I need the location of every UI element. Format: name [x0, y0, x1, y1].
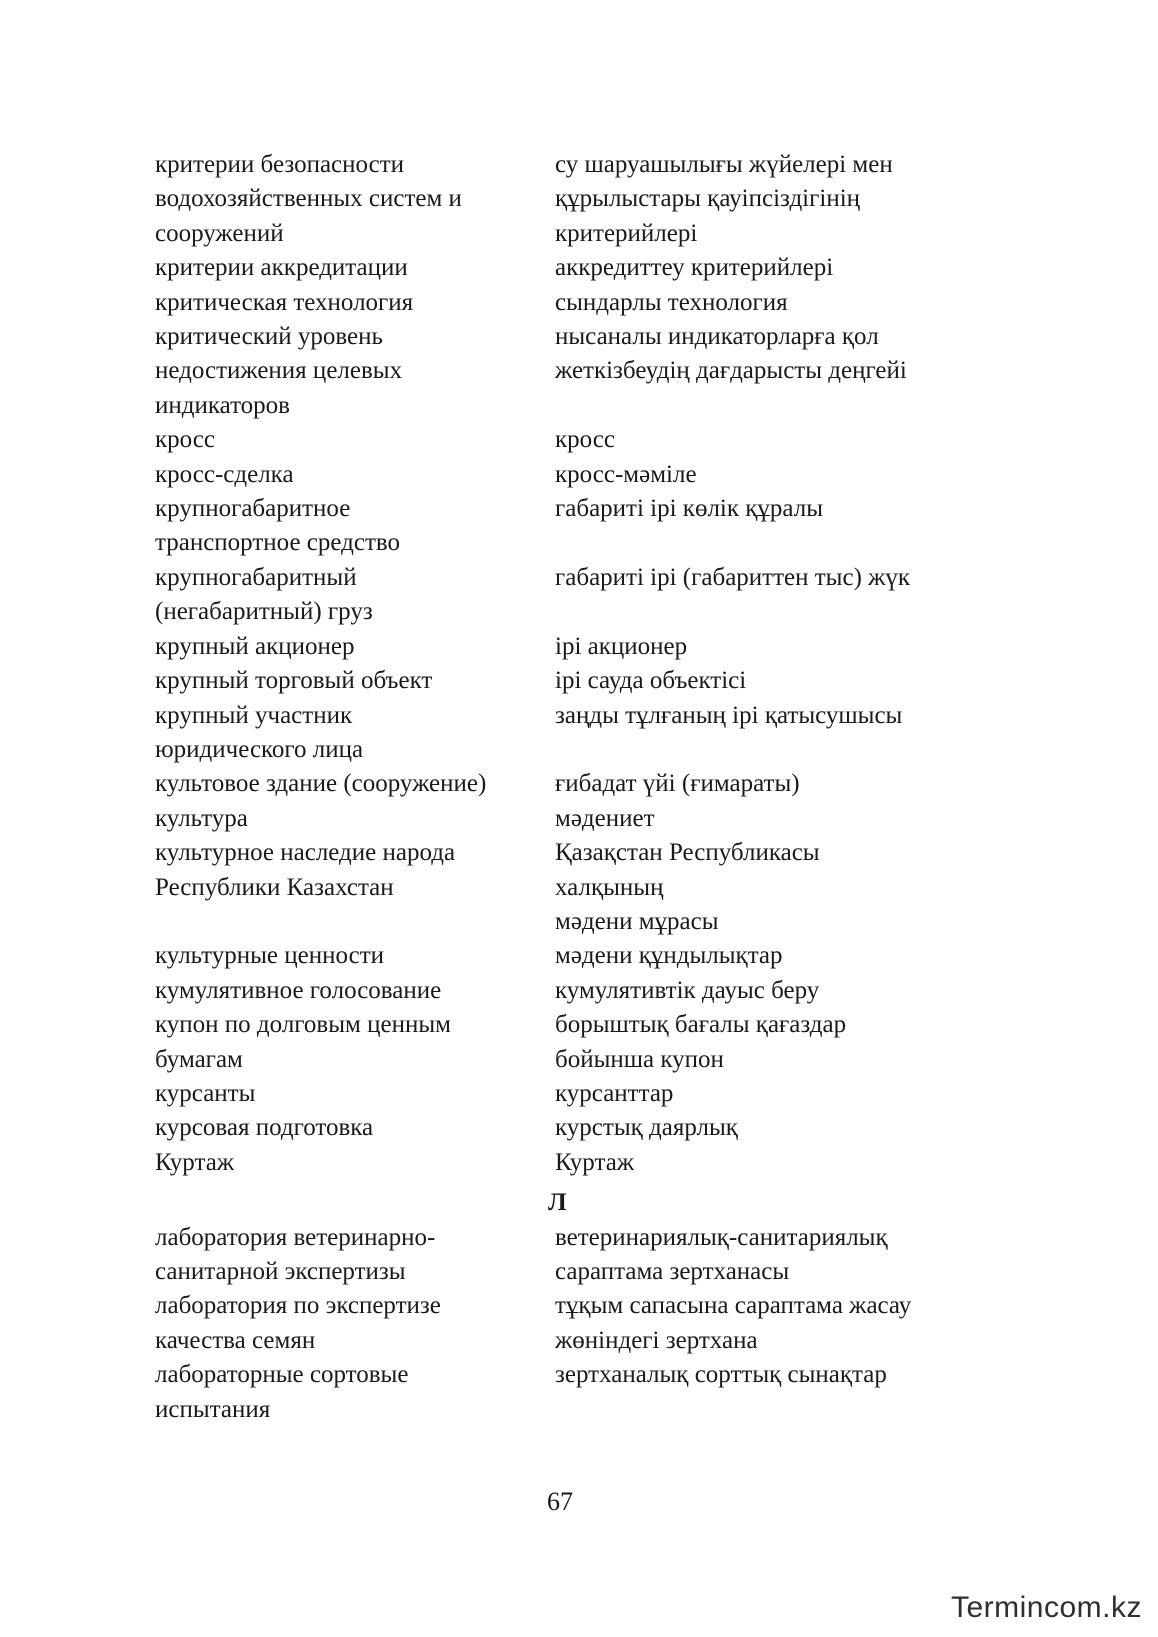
term-kazakh: габариті ірі көлік құралы — [555, 495, 824, 523]
glossary-entry — [155, 251, 1015, 285]
term-russian: лабораторные сортовые испытания — [155, 1361, 409, 1423]
term-kazakh: курстық даярлық — [555, 1114, 738, 1142]
term-kazakh: аккредиттеу критерийлері — [555, 254, 834, 282]
term-russian: крупногабаритный (негабаритный) груз — [155, 563, 373, 626]
glossary-entry — [155, 630, 1015, 664]
glossary-entries — [155, 148, 1015, 1427]
term-russian: культура — [155, 804, 248, 832]
glossary-entry — [155, 1111, 1015, 1145]
term-kazakh: Куртаж — [555, 1148, 635, 1176]
term-russian: кумулятивное голосование — [155, 976, 442, 1004]
glossary-block-k — [155, 148, 1015, 1180]
term-russian: кросс-сделка — [155, 460, 294, 488]
term-kazakh: кумулятивтік дауыс беру — [555, 976, 820, 1004]
glossary-block-l — [155, 1221, 1015, 1427]
term-kazakh: заңды тұлғаның ірі қатысушысы — [555, 701, 903, 729]
watermark-text: Termincom.kz — [950, 1591, 1142, 1624]
glossary-entry — [155, 767, 1015, 801]
term-kazakh: габариті ірі (габариттен тыс) жүк — [555, 563, 911, 591]
term-kazakh: кросс — [555, 426, 615, 454]
term-russian: крупный акционер — [155, 632, 355, 660]
term-russian: критерии безопасности водохозяйственных систем и сооружений — [155, 151, 462, 247]
term-kazakh: Қазақстан Республикасы халқының мәдени мұрасы — [555, 839, 820, 935]
glossary-entry — [155, 836, 1015, 939]
glossary-entry — [155, 974, 1015, 1008]
glossary-entry — [155, 1146, 1015, 1180]
term-kazakh: курсанттар — [555, 1079, 674, 1107]
glossary-entry — [155, 1077, 1015, 1111]
term-russian: критерии аккредитации — [155, 254, 408, 282]
term-russian: курсанты — [155, 1079, 256, 1107]
term-russian: крупный участник юридического лица — [155, 701, 364, 763]
term-kazakh: ірі сауда объектісі — [555, 667, 747, 695]
term-russian: культурные ценности — [155, 942, 384, 970]
page-number: 67 — [547, 1487, 573, 1516]
term-russian: культурное наследие народа Республики Казахстан — [155, 839, 456, 901]
term-kazakh: ветеринариялық-санитариялық сараптама зертханасы — [555, 1223, 888, 1285]
term-kazakh: мәдениет — [555, 804, 655, 832]
term-russian: крупный торговый объект — [155, 667, 433, 695]
term-kazakh: кросс-мәміле — [555, 460, 697, 488]
glossary-entry — [155, 939, 1015, 973]
glossary-entry — [155, 561, 1015, 630]
term-russian: купон по долговым ценным бумагам — [155, 1011, 451, 1073]
term-russian: кросс — [155, 426, 215, 454]
term-kazakh: тұқым сапасына сараптама жасау жөніндегі зертхана — [555, 1292, 912, 1354]
term-russian: культовое здание (сооружение) — [155, 770, 487, 798]
term-kazakh: нысаналы индикаторларға қол жеткізбеудің дағдарысты деңгейі — [555, 323, 907, 385]
glossary-entry — [155, 492, 1015, 561]
term-russian: лаборатория ветеринарно- санитарной экспертизы — [155, 1223, 436, 1285]
term-kazakh: зертханалық сорттық сынақтар — [555, 1361, 887, 1389]
term-russian: критическая технология — [155, 288, 414, 316]
term-kazakh: мәдени құндылықтар — [555, 942, 783, 970]
glossary-entry — [155, 664, 1015, 698]
term-russian: лаборатория по экспертизе качества семян — [155, 1292, 441, 1354]
glossary-entry — [155, 458, 1015, 492]
term-kazakh: ғибадат үйі (ғимараты) — [555, 770, 800, 798]
glossary-entry — [155, 802, 1015, 836]
term-russian: курсовая подготовка — [155, 1114, 374, 1142]
term-kazakh: сындарлы технология — [555, 288, 788, 316]
watermark-logo — [951, 1581, 1142, 1625]
glossary-entry — [155, 699, 1015, 768]
term-kazakh: су шаруашылығы жүйелері мен құрылыстары қауіпсіздігінің критерийлері — [555, 151, 893, 247]
glossary-entry — [155, 423, 1015, 457]
glossary-entry — [155, 1221, 1015, 1290]
term-russian: крупногабаритное транспортное средство — [155, 495, 401, 557]
glossary-entry — [155, 1358, 1015, 1427]
glossary-entry — [155, 1289, 1015, 1358]
section-letter: Л — [548, 1189, 567, 1217]
term-russian: критический уровень недостижения целевых индикаторов — [155, 323, 403, 419]
glossary-entry — [155, 148, 1015, 251]
term-kazakh: борыштық бағалы қағаздар бойынша купон — [555, 1011, 847, 1073]
term-russian: Куртаж — [155, 1148, 235, 1176]
term-kazakh: ірі акционер — [555, 632, 688, 660]
glossary-entry — [155, 286, 1015, 320]
glossary-entry — [155, 320, 1015, 423]
glossary-entry — [155, 1008, 1015, 1077]
